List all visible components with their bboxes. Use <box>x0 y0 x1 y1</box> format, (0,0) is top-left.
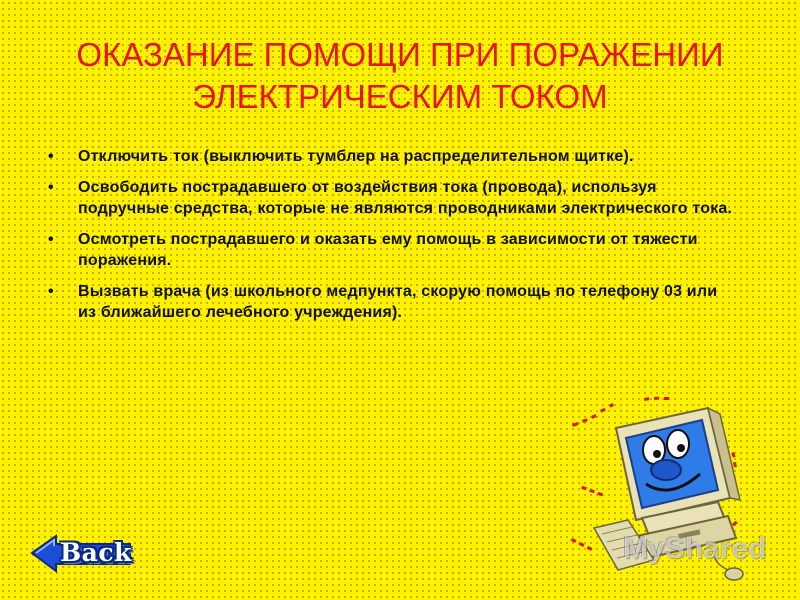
back-button-label: Back <box>60 538 132 567</box>
bullet-text: Освободить пострадавшего от воздействия тока (провода), используя подручные средства, которые не являются проводниками электрического тока. <box>78 179 733 217</box>
back-button[interactable] <box>26 532 134 574</box>
bullet-dot: • <box>48 148 54 165</box>
bullet-text: Осмотреть пострадавшего и оказать ему помощь в зависимости от тяжести поражения. <box>78 231 698 269</box>
bullet-item <box>48 177 738 219</box>
bullet-text: Вызвать врача (из школьного медпункта, скорую помощь по телефону 03 или из ближайшего лечебного учреждения). <box>78 283 718 321</box>
bullet-dot: • <box>48 179 54 196</box>
bullet-dot: • <box>48 283 54 300</box>
bullet-text: Отключить ток (выключить тумблер на распределительном щитке). <box>78 148 634 165</box>
monitor <box>616 408 740 520</box>
bullet-list <box>48 146 738 333</box>
bullet-item <box>48 229 738 271</box>
slide-title-line-1: ОКАЗАНИЕ ПОМОЩИ ПРИ ПОРАЖЕНИИ <box>76 36 724 73</box>
slide-title <box>20 34 780 118</box>
bullet-dot: • <box>48 231 54 248</box>
bullet-item <box>48 281 738 323</box>
watermark: MyShared <box>623 532 767 565</box>
slide-title-line-2: ЭЛЕКТРИЧЕСКИМ ТОКОМ <box>192 78 608 115</box>
bullet-item <box>48 146 738 167</box>
